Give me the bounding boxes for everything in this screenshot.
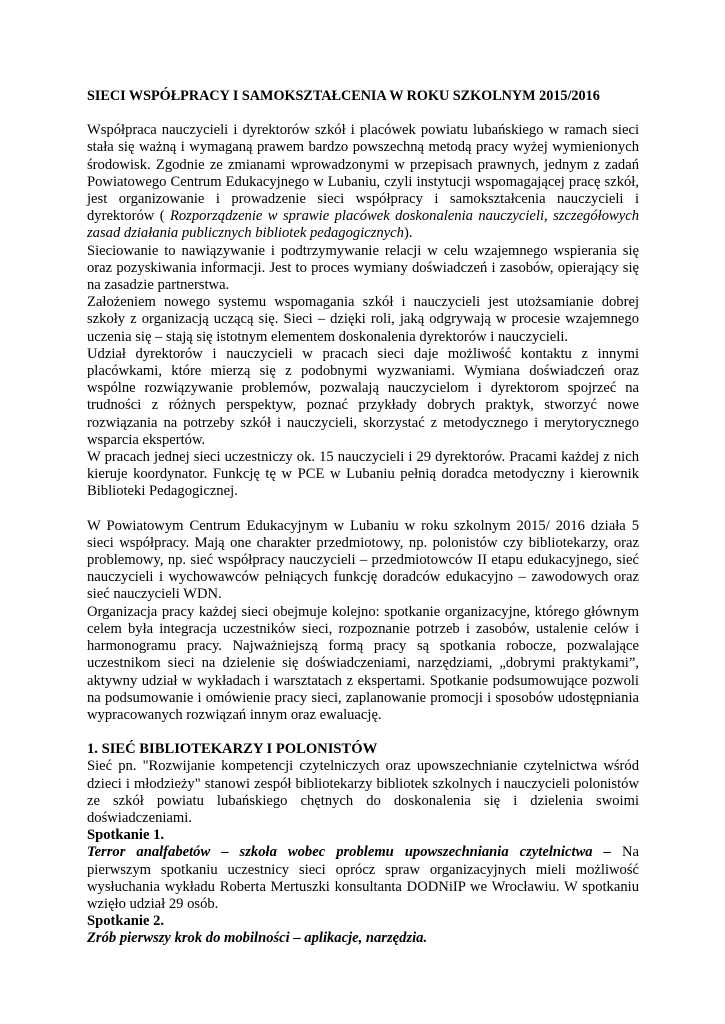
spacer	[87, 724, 639, 741]
meeting-1-label: Spotkanie 1.	[87, 827, 165, 844]
paragraph-participation: Udział dyrektorów i nauczycieli w pracach sieci daje możliwość kontaktu z innymi placówkami, które mierzą się z podobnymi wyzwaniami. Wymiana doświadczeń oraz wspólne rozwiązywanie problemów, pozwalają nauczycielom i dyrektorom spojrzeć na trudności z różnych perspektyw, poznać przykłady dobrych praktyk, stworzyć nowe rozwiązania na potrzeby szkół i nauczycieli, skorzystać z metodycznego i merytorycznego wsparcia ekspertów.	[87, 345, 639, 448]
spacer	[87, 501, 639, 518]
section-paragraph-librarians: Sieć pn. "Rozwijanie kompetencji czytelniczych oraz upowszechnianie czytelnictwa wśród dzieci i młodzieży" stanowi zespół bibliotekarzy bibliotek szkolnych i nauczycieli polonistów ze szkół powiatu lubańskiego chętnych do doskonalenia się i dzielenia swoimi doświadczeniami.	[87, 758, 639, 826]
paragraph-coordinators: W pracach jednej sieci uczestniczy ok. 15 nauczycieli i 29 dyrektorów. Pracami każdej z nich kieruje koordynator. Funkcję tę w PCE w Lubaniu pełnią doradca metodyczny i kierownik Biblioteki Pedagogicznej.	[87, 449, 639, 500]
paragraph-networking: Sieciowanie to nawiązywanie i podtrzymywanie relacji w celu wzajemnego wspierania się oraz pozyskiwania informacji. Jest to proces wymiany doświadczeń i zasobów, opierający się na zasadzie partnerstwa.	[87, 242, 639, 294]
paragraph-assumption: Założeniem nowego systemu wspomagania szkół i nauczycieli jest utożsamianie dobrej szkoły z organizacją uczącą się. Sieci – dzięki roli, jaką odgrywają w procesie wzajemnego uczenia się – stają się istotnym elementem doskonalenia dyrektorów i nauczycieli.	[87, 294, 639, 345]
meeting-2-topic: Zrób pierwszy krok do mobilności – aplikacje, narzędzia.	[87, 930, 428, 947]
meeting-2-label: Spotkanie 2.	[87, 913, 165, 930]
paragraph-networks-count: W Powiatowym Centrum Edukacyjnym w Lubaniu w roku szkolnym 2015/ 2016 działa 5 sieci współpracy. Mają one charakter przedmiotowy, np. polonistów czy bibliotekarzy, oraz problemowy, np. sieć współpracy nauczycieli – przedmiotowców II etapu edukacyjnego, sieć nauczycieli i wychowawców pełniących funkcję doradców edukacyjno – zawodowych oraz sieć nauczycieli WDN.	[87, 517, 639, 603]
paragraph-intro-end: ).	[403, 225, 413, 242]
paragraph-organization: Organizacja pracy każdej sieci obejmuje kolejno: spotkanie organizacyjne, którego głównym celem była integracja uczestników sieci, rozpoznanie potrzeb i zasobów, ustalenie celów i harmonogramu pracy. Najważniejszą formą pracy są spotkania robocze, pozwalające uczestnikom sieci na dzielenie się doświadczeniami, narzędziami, „dobrymi praktykami”, aktywny udział w wykładach i warsztatach z ekspertami. Spotkanie podsumowujące pozwoli na podsumowanie i omówienie pracy sieci, zaplanowanie promocji i sposobów udostępniania wypracowanych rozwiązań innym oraz ewaluację.	[87, 603, 639, 723]
regulation-title: Rozporządzenie w sprawie placówek doskonalenia nauczycieli, szczegółowych zasad działania publicznych bibliotek pedagogicznych	[87, 208, 639, 242]
paragraph-intro-text: Współpraca nauczycieli i dyrektorów szkół i placówek powiatu lubańskiego w ramach sieci stała się ważną i wymaganą prawem bardzo powszechną metodą pracy wyżej wymienionych środowisk. Zgodnie ze zmianami wprowadzonymi w przepisach prawnych, jednym z zadań Powiatowego Centrum Edukacyjnego w Lubaniu, czyli instytucji wspomagającej pracę szkół, jest organizowanie i prowadzenie sieci współpracy i samokształcenia nauczycieli i dyrektorów (	[87, 122, 639, 225]
section-heading-librarians: 1. SIEĆ BIBLIOTEKARZY I POLONISTÓW	[87, 741, 378, 758]
document-title: SIECI WSPÓŁPRACY I SAMOKSZTAŁCENIA W ROKU SZKOLNYM 2015/2016	[87, 88, 600, 104]
meeting-1-description	[87, 844, 639, 913]
paragraph-intro	[87, 122, 639, 242]
document-page	[87, 88, 639, 948]
meeting-1-topic: Terror analfabetów – szkoła wobec problemu upowszechniania czytelnictwa –	[87, 844, 611, 861]
meeting-1-text: Na pierwszym spotkaniu uczestnicy sieci oprócz spraw organizacyjnych mieli możliwość wysłuchania wykładu Roberta Mertuszki konsultanta DODNiIP we Wrocławiu. W spotkaniu wzięło udział 29 osób.	[87, 844, 640, 912]
